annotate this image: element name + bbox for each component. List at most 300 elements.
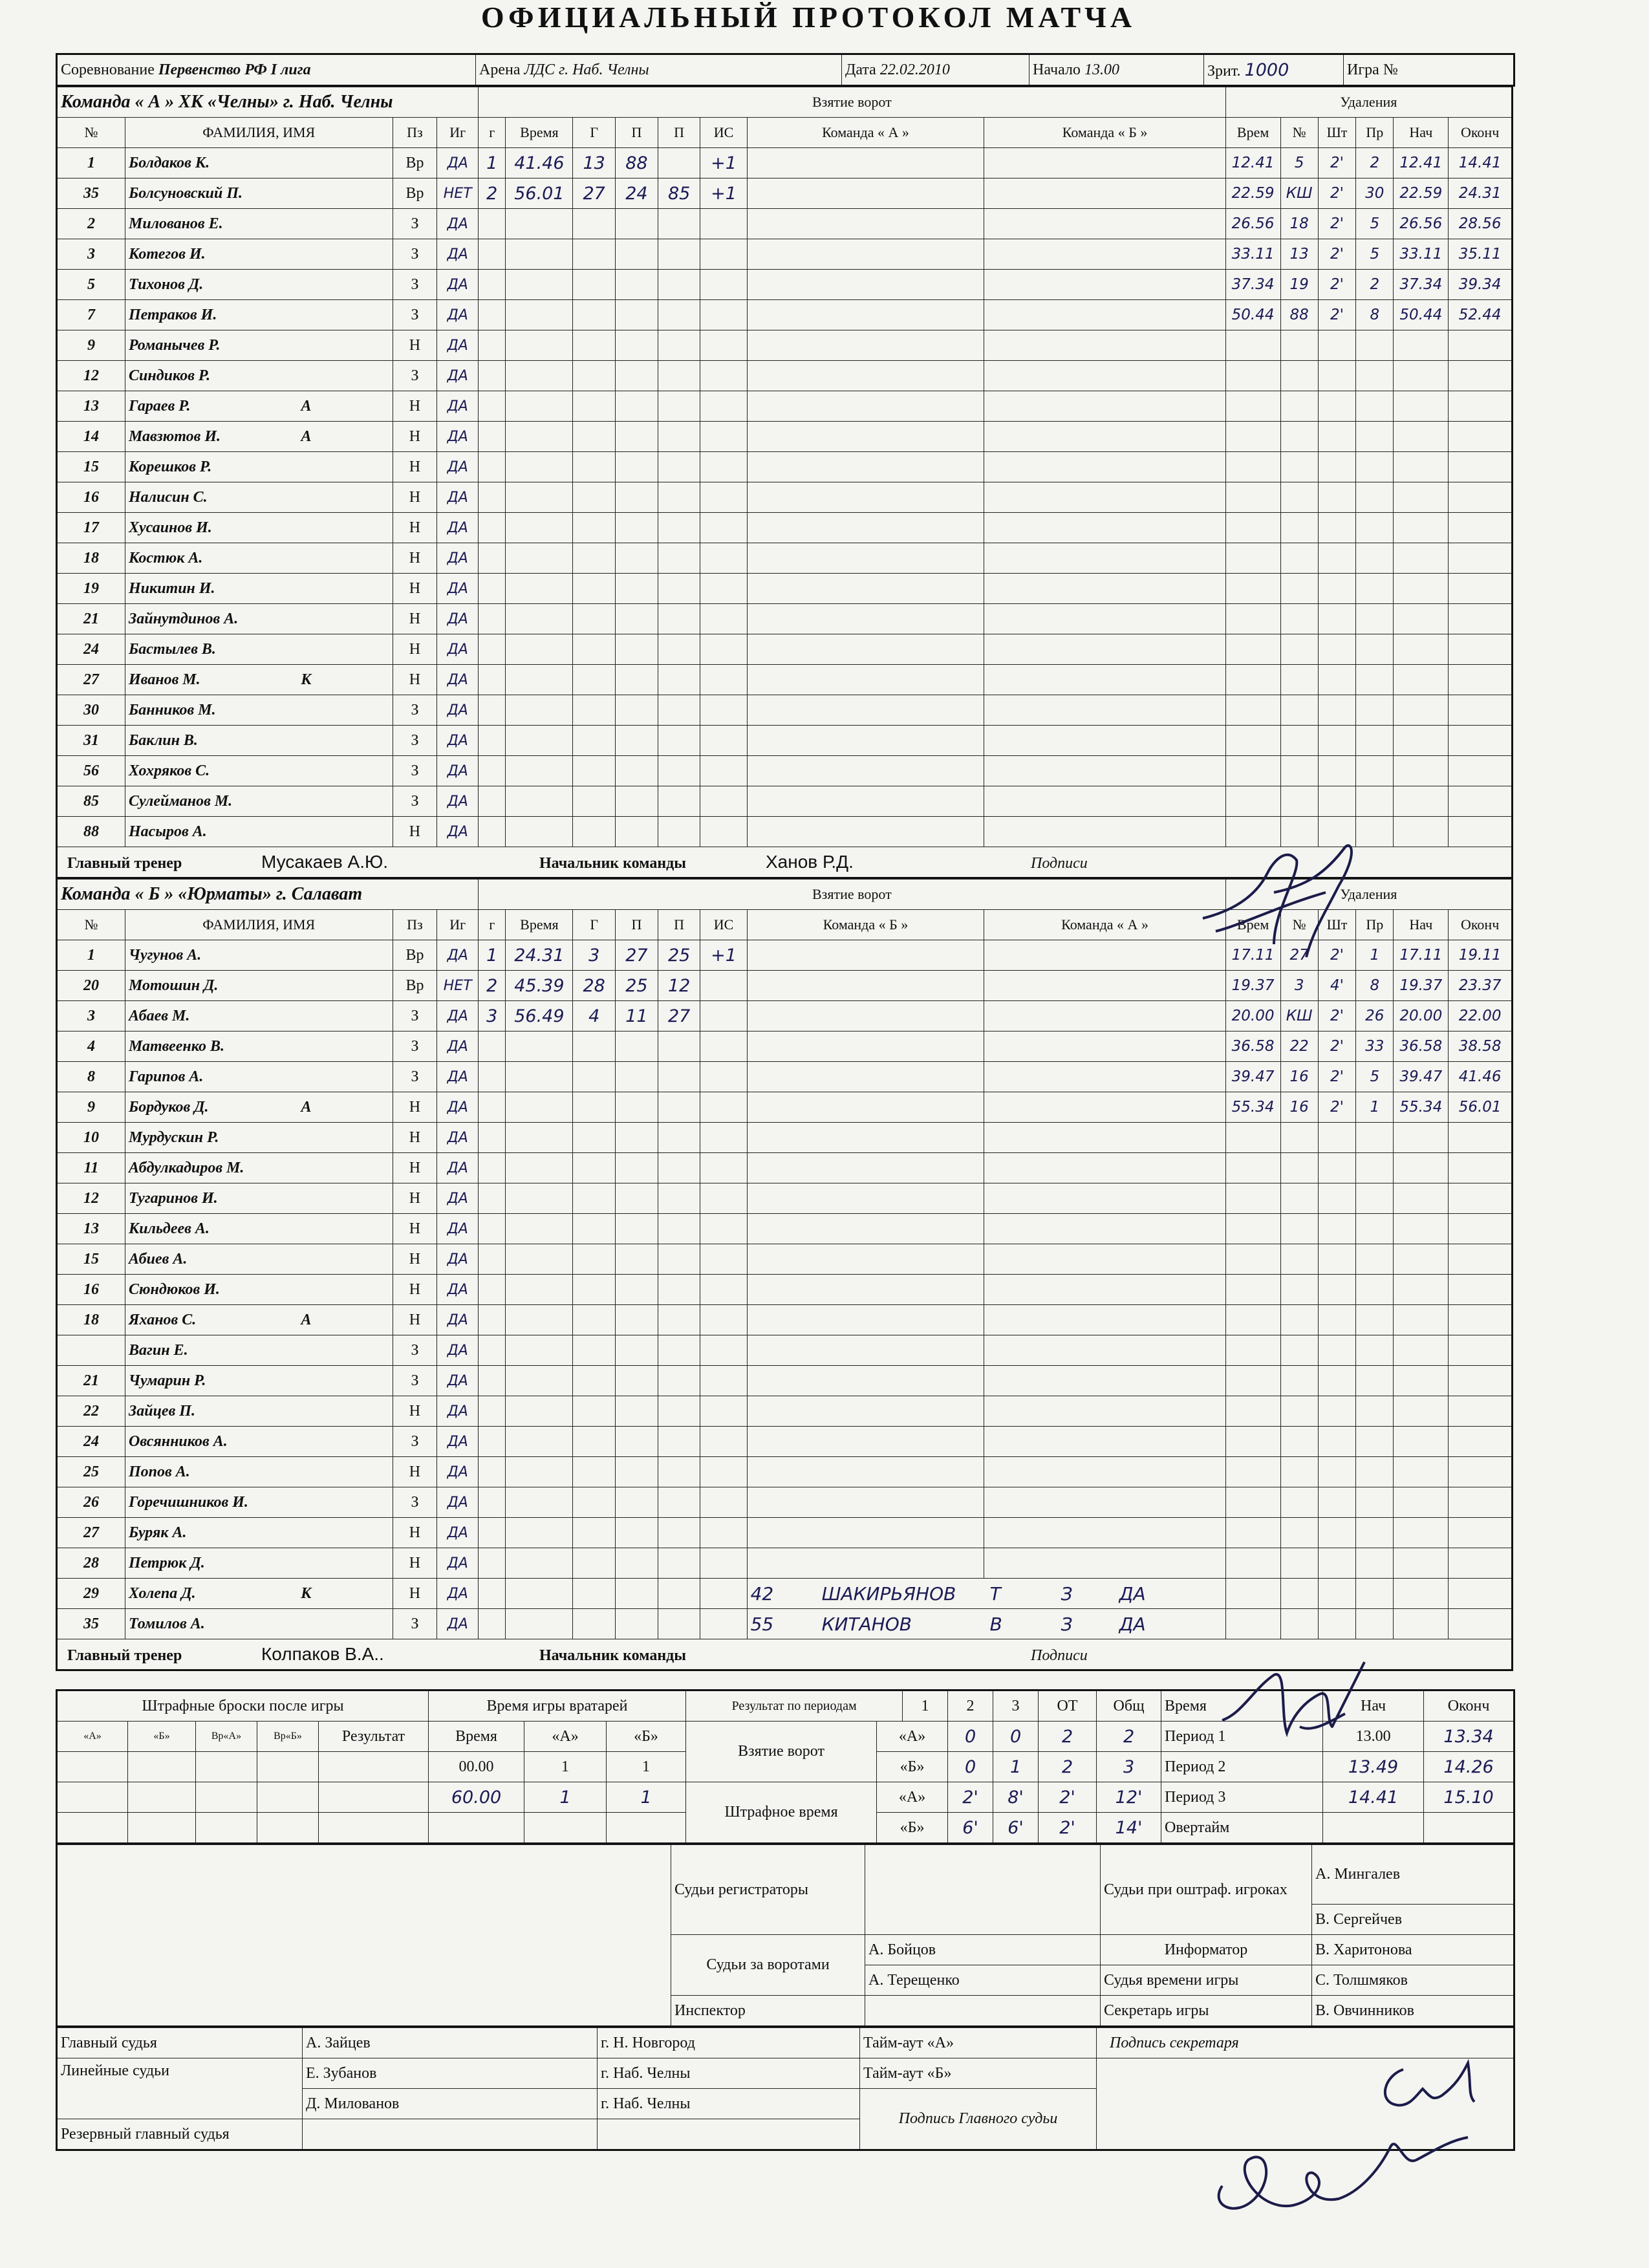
player-position: Н [393, 665, 437, 695]
player-number: 13 [57, 1214, 125, 1244]
goal-scorer [573, 482, 616, 513]
goal-time [506, 1427, 573, 1457]
goal-is [700, 1214, 747, 1244]
line-own [747, 1062, 984, 1092]
penalty-end [1449, 665, 1513, 695]
goal-time [506, 1335, 573, 1366]
goal-a1 [616, 1275, 658, 1305]
extra-player-entry [747, 1609, 1225, 1639]
line-own [747, 726, 984, 756]
goal-scorer [573, 634, 616, 665]
penalty-min [1318, 726, 1355, 756]
penalty-start [1394, 1457, 1449, 1487]
penalty-start [1394, 786, 1449, 817]
player-position: Н [393, 1548, 437, 1579]
penalty-start [1394, 1335, 1449, 1366]
penalty-time [1225, 422, 1280, 452]
penalty-min [1318, 391, 1355, 422]
goal-a2 [658, 1335, 700, 1366]
goal-a1 [616, 1153, 658, 1183]
goal-scorer [573, 817, 616, 847]
penalty-min [1318, 513, 1355, 543]
line-opp [984, 1396, 1225, 1427]
player-row [57, 604, 1513, 634]
penalty-min [1318, 1123, 1355, 1153]
player-number: 14 [57, 422, 125, 452]
penalty-reason [1356, 574, 1394, 604]
penalty-time [1225, 1123, 1280, 1153]
penalty-reason: 1 [1356, 1092, 1394, 1123]
penalty-start: 55.34 [1394, 1092, 1449, 1123]
penalty-time [1225, 513, 1280, 543]
goal-g [479, 361, 506, 391]
goal-g [479, 786, 506, 817]
penalty-num [1280, 361, 1318, 391]
player-role-mark: А [301, 1098, 312, 1116]
goal-scorer [573, 1366, 616, 1396]
player-position: Н [393, 1244, 437, 1275]
player-name: Романычев Р. [129, 336, 221, 354]
penalty-start [1394, 1427, 1449, 1457]
line-own [747, 1518, 984, 1548]
penalty-time [1225, 1275, 1280, 1305]
goal-is [700, 1153, 747, 1183]
line-opp [984, 1214, 1225, 1244]
penalty-reason [1356, 1305, 1394, 1335]
player-number: 24 [57, 1427, 125, 1457]
goal-scorer [573, 1518, 616, 1548]
penalty-time [1225, 1548, 1280, 1579]
player-position: З [393, 695, 437, 726]
player-name: Попов А. [129, 1463, 190, 1480]
goal-scorer [573, 1183, 616, 1214]
player-name-cell [125, 178, 393, 209]
goal-a1: 25 [616, 971, 658, 1001]
player-position: Н [393, 1457, 437, 1487]
penalty-min: 2' [1318, 239, 1355, 270]
player-name-cell [125, 940, 393, 971]
goal-is [700, 1183, 747, 1214]
goal-a1 [616, 1548, 658, 1579]
player-name: Мавзютов И. [129, 427, 221, 445]
player-name-cell [125, 1335, 393, 1366]
goal-a1 [616, 513, 658, 543]
penalty-num: КШ [1280, 1001, 1318, 1031]
penalty-start [1394, 361, 1449, 391]
player-position: Н [393, 1396, 437, 1427]
penalty-end [1449, 1305, 1513, 1335]
goal-a1 [616, 482, 658, 513]
player-name: Петрюк Д. [129, 1554, 205, 1571]
line-own [747, 1275, 984, 1305]
goal-time: 24.31 [506, 940, 573, 971]
penalty-min: 2' [1318, 1031, 1355, 1062]
goal-scorer [573, 361, 616, 391]
goal-scorer [573, 1579, 616, 1609]
penalty-reason [1356, 482, 1394, 513]
penalty-end [1449, 361, 1513, 391]
goal-g [479, 574, 506, 604]
player-row [57, 239, 1513, 270]
penalty-start [1394, 695, 1449, 726]
chief-label: Начальник команды [539, 1647, 687, 1664]
goal-time [506, 1548, 573, 1579]
goal-a1 [616, 1244, 658, 1275]
goal-a1 [616, 1366, 658, 1396]
goal-is [700, 1396, 747, 1427]
line-opp [984, 634, 1225, 665]
player-name-cell [125, 1548, 393, 1579]
penalty-time [1225, 695, 1280, 726]
arena-value: ЛДС г. Наб. Челны [524, 61, 649, 78]
penalty-time: 17.11 [1225, 940, 1280, 971]
player-position: Н [393, 1092, 437, 1123]
player-played: ДА [437, 1457, 479, 1487]
penalty-num [1280, 1396, 1318, 1427]
pim-label: Штрафное время [686, 1782, 877, 1844]
penalty-min [1318, 1244, 1355, 1275]
line-own [747, 786, 984, 817]
player-number: 9 [57, 1092, 125, 1123]
secretary-signature [1371, 2050, 1500, 2115]
penalty-start [1394, 482, 1449, 513]
line-opp [984, 786, 1225, 817]
goal-g [479, 270, 506, 300]
penalty-num: 19 [1280, 270, 1318, 300]
goal-time: 56.49 [506, 1001, 573, 1031]
player-row [57, 1335, 1513, 1366]
goal-time [506, 1487, 573, 1518]
penalty-time [1225, 1579, 1280, 1609]
teamB-col-opp: Команда « А » [984, 910, 1225, 940]
player-number: 15 [57, 452, 125, 482]
goal-g [479, 1062, 506, 1092]
goal-g [479, 665, 506, 695]
goal-is [700, 452, 747, 482]
team-b-signature [1203, 1636, 1377, 1766]
player-name-cell [125, 270, 393, 300]
goal-a2 [658, 574, 700, 604]
penalty-end [1449, 1609, 1513, 1639]
goal-a2 [658, 1427, 700, 1457]
goal-a2 [658, 786, 700, 817]
line-own [747, 971, 984, 1001]
goal-scorer [573, 270, 616, 300]
player-name-cell [125, 817, 393, 847]
player-number: 85 [57, 786, 125, 817]
penalty-end: 28.56 [1449, 209, 1513, 239]
penalty-start: 20.00 [1394, 1001, 1449, 1031]
player-row [57, 756, 1513, 786]
teamB-col-own: Команда « Б » [747, 910, 984, 940]
penalty-min: 2' [1318, 1001, 1355, 1031]
team-a-table [56, 87, 1513, 879]
penalty-start [1394, 452, 1449, 482]
penalty-start [1394, 604, 1449, 634]
player-played: ДА [437, 817, 479, 847]
extra-player-position: З [1061, 1613, 1073, 1635]
penalty-reason: 2 [1356, 270, 1394, 300]
player-position: Н [393, 482, 437, 513]
teamA-col-time: Время [506, 118, 573, 148]
line-own [747, 817, 984, 847]
goal-g [479, 817, 506, 847]
teamB-col-pen_end: Оконч [1449, 910, 1513, 940]
penalty-min [1318, 1548, 1355, 1579]
goal-time [506, 209, 573, 239]
player-position: Н [393, 1275, 437, 1305]
penalty-time [1225, 1518, 1280, 1548]
penalty-min [1318, 452, 1355, 482]
penalty-min [1318, 1275, 1355, 1305]
penalty-num: 18 [1280, 209, 1318, 239]
signatures-label: Подписи [1031, 1647, 1088, 1664]
penalty-end: 14.41 [1449, 148, 1513, 178]
penalty-end [1449, 330, 1513, 361]
coach-name: Мусакаев А.Ю. [261, 852, 389, 872]
player-number: 31 [57, 726, 125, 756]
goal-scorer [573, 330, 616, 361]
goal-g [479, 1214, 506, 1244]
player-number: 18 [57, 1305, 125, 1335]
penalty-num [1280, 604, 1318, 634]
line-opp [984, 1153, 1225, 1183]
penalty-time [1225, 1396, 1280, 1427]
penalty-reason [1356, 1427, 1394, 1457]
goal-is [700, 1123, 747, 1153]
penalty-end [1449, 1518, 1513, 1548]
player-name: Матвеенко В. [129, 1037, 224, 1055]
line-own [747, 695, 984, 726]
goal-a1 [616, 209, 658, 239]
line-opp [984, 513, 1225, 543]
player-row [57, 178, 1513, 209]
penalty-min [1318, 786, 1355, 817]
teamA-col-pen_num: № [1280, 118, 1318, 148]
player-name: Мотошин Д. [129, 977, 219, 994]
player-played: ДА [437, 1275, 479, 1305]
goal-a2 [658, 1031, 700, 1062]
line-opp [984, 239, 1225, 270]
goal-a2 [658, 695, 700, 726]
penalty-num: КШ [1280, 178, 1318, 209]
player-played: ДА [437, 574, 479, 604]
goal-g [479, 1366, 506, 1396]
penalty-start [1394, 634, 1449, 665]
player-row [57, 330, 1513, 361]
penalty-reason [1356, 634, 1394, 665]
player-row [57, 1305, 1513, 1335]
penalty-num [1280, 452, 1318, 482]
teamA-col-pen_time: Врем [1225, 118, 1280, 148]
penalty-min [1318, 1396, 1355, 1427]
player-row [57, 1366, 1513, 1396]
player-role-mark: А [301, 397, 312, 415]
goal-scorer [573, 786, 616, 817]
penalty-num: 88 [1280, 300, 1318, 330]
summary-table: Штрафные броски после игры Время игры вратарей Результат по периодам 1 2 3 ОТ Общ Время Нач Оконч «А» «Б» Вр«А» Вр«Б» Результат Время «А» «Б» Взятие ворот «А» 0 0 2 2 Период 1 13.00 13.34 00.00 1 1 «Б» 0 1 2 3 Период 2 13.49 14.26 60.00 1 1 Штрафное время «А» 2' 8' 2' 12' Период 3 14.41 15.10 «Б» 6' 6' 2' 14' Овертайм [56, 1689, 1515, 1844]
player-name-cell [125, 1609, 393, 1639]
line-opp [984, 1548, 1225, 1579]
player-name-cell [125, 1062, 393, 1092]
player-name-cell [125, 665, 393, 695]
extra-player-initial: Т [989, 1582, 1001, 1604]
goal-g [479, 452, 506, 482]
goal-a1 [616, 1092, 658, 1123]
player-played: ДА [437, 452, 479, 482]
player-name-cell [125, 1092, 393, 1123]
line-own [747, 1305, 984, 1335]
goal-g [479, 1335, 506, 1366]
goal-time [506, 1092, 573, 1123]
line-opp [984, 574, 1225, 604]
player-number: 20 [57, 971, 125, 1001]
goal-time [506, 726, 573, 756]
player-name-cell [125, 1457, 393, 1487]
penalty-time: 50.44 [1225, 300, 1280, 330]
line-own [747, 1153, 984, 1183]
penalty-min: 2' [1318, 1062, 1355, 1092]
goal-is [700, 1062, 747, 1092]
goal-time [506, 391, 573, 422]
goal-is [700, 665, 747, 695]
penalty-time [1225, 756, 1280, 786]
player-played: ДА [437, 1579, 479, 1609]
extra-player-number: 42 [750, 1582, 774, 1604]
goal-scorer [573, 1214, 616, 1244]
goal-is [700, 1305, 747, 1335]
penalty-min [1318, 482, 1355, 513]
penalty-min: 2' [1318, 940, 1355, 971]
player-name: Вагин Е. [129, 1341, 188, 1359]
goal-a1 [616, 1518, 658, 1548]
goal-a2 [658, 1609, 700, 1639]
penalty-num: 22 [1280, 1031, 1318, 1062]
player-name-cell [125, 482, 393, 513]
player-name: Костюк А. [129, 549, 203, 567]
extra-player-entry [747, 1579, 1225, 1609]
goal-scorer [573, 209, 616, 239]
goal-scorer [573, 1123, 616, 1153]
penalty-end [1449, 422, 1513, 452]
teamA-col-a1: П [616, 118, 658, 148]
player-row [57, 1214, 1513, 1244]
penalty-min: 4' [1318, 971, 1355, 1001]
line-opp [984, 971, 1225, 1001]
player-played: ДА [437, 1305, 479, 1335]
player-name: Сулейманов М. [129, 792, 233, 810]
penalty-min [1318, 1487, 1355, 1518]
goal-is [700, 1518, 747, 1548]
player-position: З [393, 1366, 437, 1396]
goal-g [479, 695, 506, 726]
penalty-start [1394, 543, 1449, 574]
player-name: Томилов А. [129, 1615, 205, 1632]
teamA-col-pen_end: Оконч [1449, 118, 1513, 148]
goal-is [700, 1548, 747, 1579]
goal-time [506, 786, 573, 817]
penalty-min [1318, 361, 1355, 391]
player-position: З [393, 1031, 437, 1062]
player-position: Н [393, 604, 437, 634]
penalty-min [1318, 574, 1355, 604]
date-value: 22.02.2010 [879, 61, 950, 78]
goal-time [506, 634, 573, 665]
gk-time-title: Время игры вратарей [429, 1690, 686, 1722]
goal-time [506, 695, 573, 726]
player-name: Мурдускин Р. [129, 1129, 219, 1146]
player-role-mark: А [301, 427, 312, 445]
penalty-time [1225, 1183, 1280, 1214]
line-opp [984, 1092, 1225, 1123]
goal-is [700, 391, 747, 422]
goal-is [700, 361, 747, 391]
player-name: Тугаринов И. [129, 1189, 218, 1207]
goal-a1 [616, 239, 658, 270]
goal-scorer [573, 1031, 616, 1062]
goal-is [700, 300, 747, 330]
player-row [57, 1092, 1513, 1123]
penalty-reason [1356, 422, 1394, 452]
penalty-end [1449, 726, 1513, 756]
penalty-time: 36.58 [1225, 1031, 1280, 1062]
player-played: НЕТ [437, 178, 479, 209]
goal-a1 [616, 1609, 658, 1639]
penalty-min: 2' [1318, 270, 1355, 300]
goal-a1 [616, 604, 658, 634]
penalty-start [1394, 1366, 1449, 1396]
chief-referee-signature [1183, 2108, 1481, 2231]
player-name: Кильдеев А. [129, 1220, 210, 1237]
player-position: З [393, 756, 437, 786]
line-own [747, 361, 984, 391]
penalty-time: 19.37 [1225, 971, 1280, 1001]
player-row [57, 1396, 1513, 1427]
player-number: 35 [57, 1609, 125, 1639]
goal-a2 [658, 209, 700, 239]
line-own [747, 1031, 984, 1062]
goal-time [506, 817, 573, 847]
goal-time [506, 543, 573, 574]
penalty-num [1280, 756, 1318, 786]
penalty-start: 33.11 [1394, 239, 1449, 270]
penalty-min [1318, 1335, 1355, 1366]
player-played: ДА [437, 1427, 479, 1457]
penalty-start: 19.37 [1394, 971, 1449, 1001]
line-opp [984, 1062, 1225, 1092]
penalty-reason [1356, 1518, 1394, 1548]
goal-a1 [616, 1183, 658, 1214]
penalty-time [1225, 634, 1280, 665]
player-name-cell [125, 1153, 393, 1183]
teamA-col-pen_start: Нач [1394, 118, 1449, 148]
player-name: Хохряков С. [129, 762, 210, 779]
penalty-start [1394, 422, 1449, 452]
penalty-start [1394, 1275, 1449, 1305]
player-name-cell [125, 574, 393, 604]
chief-label: Начальник команды [539, 855, 687, 872]
penalty-time [1225, 1457, 1280, 1487]
goal-time [506, 756, 573, 786]
penalty-num [1280, 1427, 1318, 1457]
penalty-num [1280, 1518, 1318, 1548]
penalty-reason [1356, 330, 1394, 361]
line-own [747, 330, 984, 361]
teamB-col-pen_num: № [1280, 910, 1318, 940]
goal-is [700, 270, 747, 300]
spectators-cell: Зрит. 1000 [1204, 54, 1344, 86]
penalty-time [1225, 543, 1280, 574]
